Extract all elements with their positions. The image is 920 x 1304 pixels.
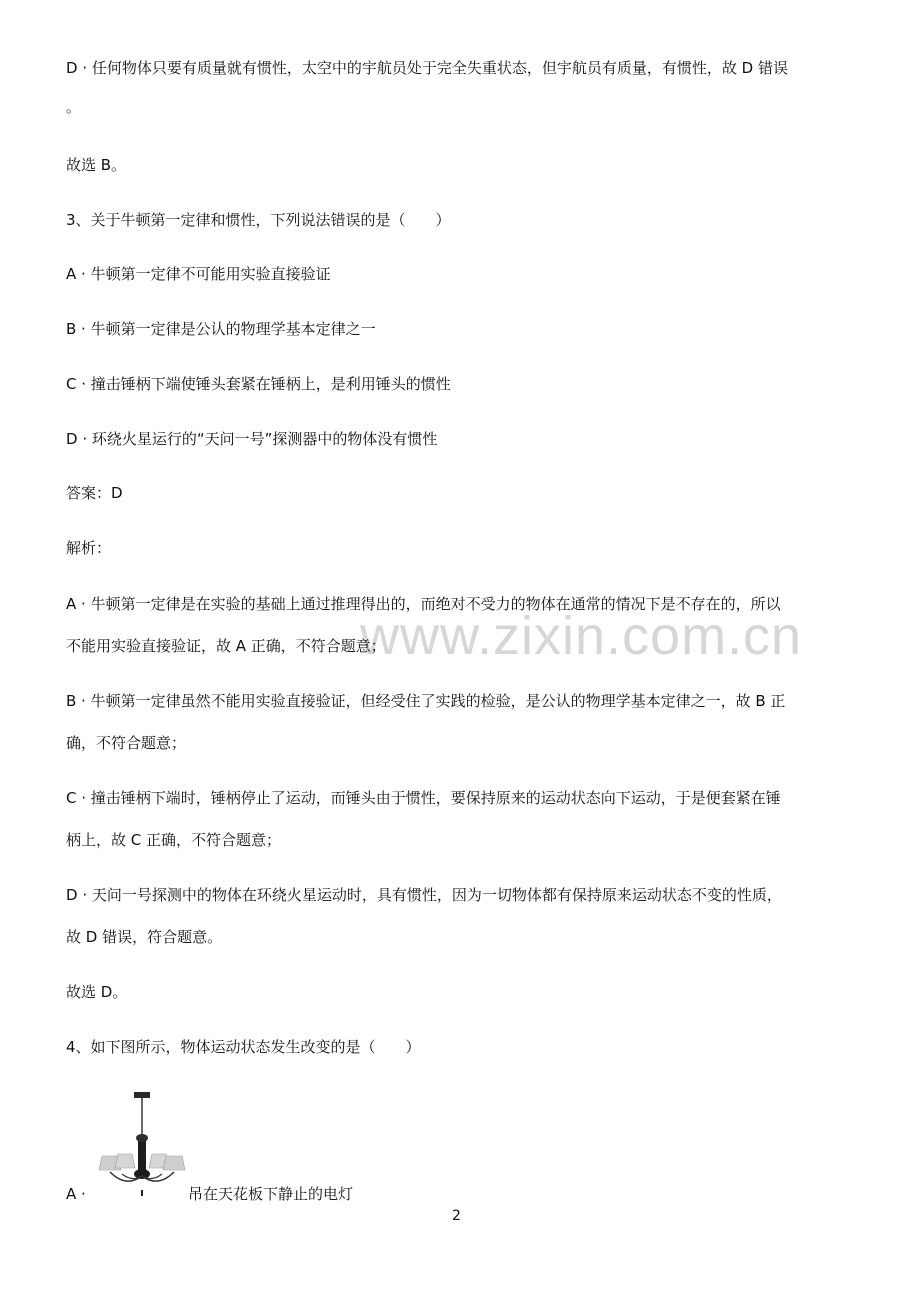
option-a: A · 牛顿第一定律不可能用实验直接验证: [66, 265, 331, 283]
text-line: 故选 B。: [66, 156, 127, 174]
text-line: B · 牛顿第一定律虽然不能用实验直接验证，但经受住了实践的检验，是公认的物理学基本定律之一，故 B 正: [66, 692, 786, 710]
watermark: www.zixin.com.cn: [360, 606, 803, 666]
text-line: D · 天问一号探测中的物体在环绕火星运动时，具有惯性，因为一切物体都有保持原来运动状态不变的性质，: [66, 886, 782, 904]
text-line: 。: [66, 98, 82, 116]
text-line: C · 撞击锤柄下端时，锤柄停止了运动，而锤头由于惯性，要保持原来的运动状态向下运动，于是便套紧在锤: [66, 789, 781, 807]
text-line: A · 牛顿第一定律是在实验的基础上通过推理得出的，而绝对不受力的物体在通常的情况下是不存在的，所以: [66, 595, 781, 613]
option-a-caption: 吊在天花板下静止的电灯: [188, 1185, 354, 1203]
question-title: 4、如下图所示，物体运动状态发生改变的是（ ）: [66, 1038, 421, 1056]
answer: 答案：D: [66, 484, 123, 502]
text-line: 故选 D。: [66, 983, 128, 1001]
text-line: D · 任何物体只要有质量就有惯性，太空中的宇航员处于完全失重状态，但宇航员有质量，有惯性，故 D 错误: [66, 59, 788, 77]
text-line: 不能用实验直接验证，故 A 正确，不符合题意；: [66, 637, 386, 655]
option-c: C · 撞击锤柄下端使锤头套紧在锤柄上，是利用锤头的惯性: [66, 375, 451, 393]
text-line: 柄上，故 C 正确，不符合题意；: [66, 831, 282, 849]
text-line: 确，不符合题意；: [66, 734, 187, 752]
option-b: B · 牛顿第一定律是公认的物理学基本定律之一: [66, 320, 376, 338]
analysis-heading: 解析：: [66, 539, 112, 557]
chandelier-image: [96, 1092, 188, 1198]
text-line: 故 D 错误，符合题意。: [66, 928, 223, 946]
option-d: D · 环绕火星运行的“天问一号”探测器中的物体没有惯性: [66, 430, 438, 448]
option-a-prefix: A ·: [66, 1185, 86, 1203]
page-number: 2: [452, 1208, 461, 1224]
question-title: 3、关于牛顿第一定律和惯性，下列说法错误的是（ ）: [66, 211, 451, 229]
